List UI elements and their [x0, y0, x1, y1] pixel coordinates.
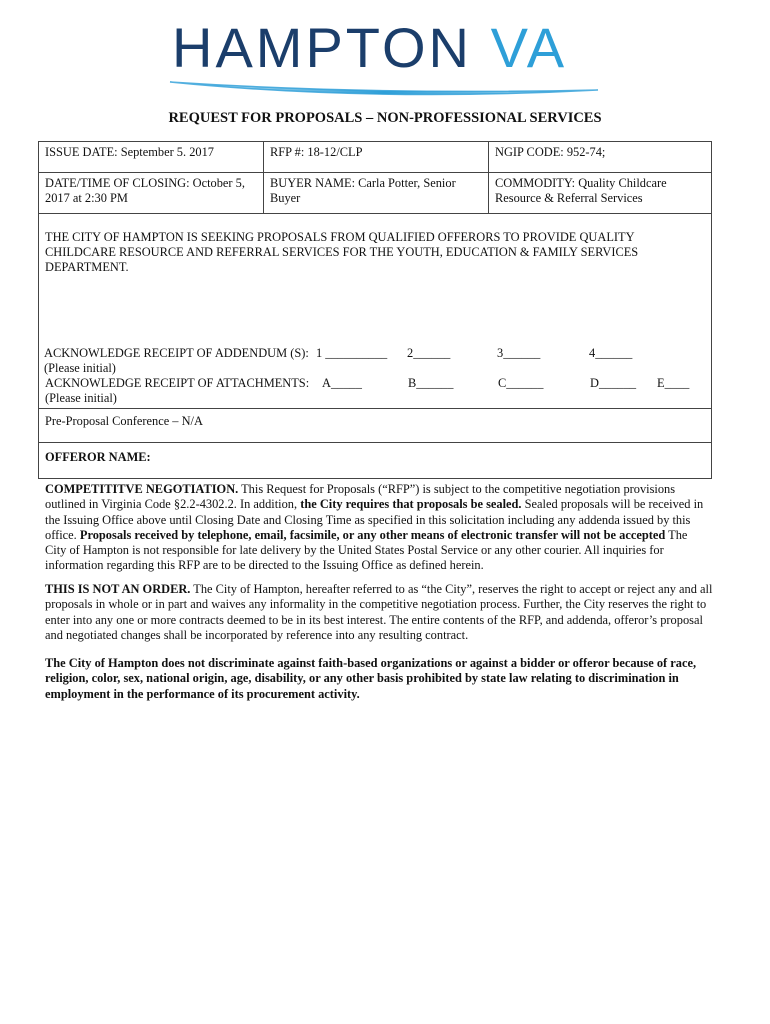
attachment-a-field[interactable]: A_____ — [322, 376, 362, 390]
paragraph-line: religion, color, sex, national origin, age, disability, or any other basis prohibited by state law relating to discrimination in — [45, 671, 679, 686]
seeking-section — [39, 214, 711, 409]
addendum-1-field[interactable]: 1 __________ — [316, 346, 388, 360]
paragraph-line: employment in the performance of its procurement activity. — [45, 686, 360, 701]
attachment-e-field[interactable]: E____ — [657, 376, 690, 390]
seeking-statement — [45, 230, 705, 275]
offeror-name-label: OFFEROR NAME: — [45, 450, 151, 464]
paragraph-line: The City of Hampton does not discriminate against faith-based organizations or against a bidder or offeror because of race, — [45, 656, 697, 670]
logo-va-text: VA — [490, 16, 568, 79]
pre-proposal-conference: Pre-Proposal Conference – N/A — [39, 409, 711, 443]
paragraph-line: enter into any one or more contracts deemed to be in its best interest. The entire contents of the RFP, and addenda, offeror’s proposal — [45, 612, 703, 627]
attachments-label-text: ACKNOWLEDGE RECEIPT OF ATTACHMENTS: — [45, 376, 310, 390]
nondiscrimination-paragraph — [45, 656, 729, 702]
closing-date-cell — [39, 173, 264, 213]
paragraph-line: proposals in whole or in part and waives any informality in the competitive negotiation process. Further, the City reserves the right to — [45, 597, 707, 612]
not-order-heading: THIS IS NOT AN ORDER. — [45, 582, 191, 596]
ngip-code-cell: NGIP CODE: 952-74; — [495, 145, 606, 159]
buyer-line: Buyer — [270, 191, 301, 205]
addendum-3-field[interactable]: 3______ — [497, 346, 541, 360]
logo-main-text: HAMPTON — [172, 16, 472, 79]
competitive-negotiation-paragraph — [45, 482, 729, 574]
addendum-initial-note: (Please initial) — [44, 361, 116, 375]
attachments-initial-note: (Please initial) — [45, 391, 117, 405]
paragraph-line: information regarding this RFP are to be directed to the Issuing Office as defined herein. — [45, 558, 484, 573]
not-an-order-paragraph — [45, 582, 729, 643]
logo-swoosh-icon — [160, 68, 610, 103]
attachment-c-field[interactable]: C______ — [498, 376, 544, 390]
addendum-2-field[interactable]: 2______ — [407, 346, 451, 360]
paragraph-text: outlined in Virginia Code §2.2-4302.2. In addition, — [45, 497, 301, 512]
paragraph-text: This Request for Proposals (“RFP”) is subject to the competitive negotiation provisions — [238, 482, 676, 496]
competitive-heading: COMPETITITVE NEGOTIATION. — [45, 482, 239, 496]
paragraph-text: The City of Hampton, hereafter referred to as “the City”, reserves the right to accept or reject any and all — [190, 582, 713, 596]
attachments-label — [45, 376, 309, 406]
issue-date-cell: ISSUE DATE: September 5. 2017 — [39, 142, 264, 172]
seeking-line: THE CITY OF HAMPTON IS SEEKING PROPOSALS FROM QUALIFIED OFFERORS TO PROVIDE QUALITY — [45, 230, 635, 244]
addendum-label-text: ACKNOWLEDGE RECEIPT OF ADDENDUM (S): — [44, 346, 309, 360]
paragraph-text: office. — [45, 527, 80, 542]
rfp-info-box — [38, 141, 712, 479]
commodity-line: COMMODITY: Quality Childcare — [495, 176, 667, 190]
commodity-line: Resource & Referral Services — [495, 191, 643, 205]
buyer-line: BUYER NAME: Carla Potter, Senior — [270, 176, 456, 190]
seeking-line: CHILDCARE RESOURCE AND REFERRAL SERVICES FOR THE YOUTH, EDUCATION & FAMILY SERVICES — [45, 245, 639, 259]
closing-line: 2017 at 2:30 PM — [45, 191, 128, 205]
rfp-number-cell: RFP #: 18-12/CLP — [264, 142, 489, 172]
commodity-cell — [489, 173, 711, 213]
attachment-b-field[interactable]: B______ — [408, 376, 454, 390]
paragraph-emphasis: the City requires that proposals be sealed. — [300, 497, 522, 512]
paragraph-line: City of Hampton is not responsible for late delivery by the United States Postal Service or any other courier. All inquiries for — [45, 543, 664, 558]
paragraph-text: Sealed proposals will be received in — [521, 497, 704, 512]
page-title: REQUEST FOR PROPOSALS – NON-PROFESSIONAL SERVICES — [168, 110, 602, 126]
paragraph-line: and negotiated changes shall be incorporated by reference into any resulting contract. — [45, 627, 469, 642]
addendum-4-field[interactable]: 4______ — [589, 346, 633, 360]
closing-line: DATE/TIME OF CLOSING: October 5, — [45, 176, 245, 190]
addendum-label — [44, 346, 309, 376]
table-row — [39, 142, 711, 173]
table-row — [39, 173, 711, 214]
paragraph-text: The — [665, 527, 688, 542]
paragraph-emphasis: Proposals received by telephone, email, facsimile, or any other means of electronic transfer will not be accepted — [79, 527, 666, 542]
attachment-d-field[interactable]: D______ — [590, 376, 637, 390]
seeking-line: DEPARTMENT. — [45, 260, 129, 274]
paragraph-line: the Issuing Office above until Closing Date and Closing Time as specified in this solicitation including any addenda issued by this — [45, 512, 691, 527]
hampton-va-logo — [160, 8, 610, 103]
buyer-name-cell — [264, 173, 489, 213]
